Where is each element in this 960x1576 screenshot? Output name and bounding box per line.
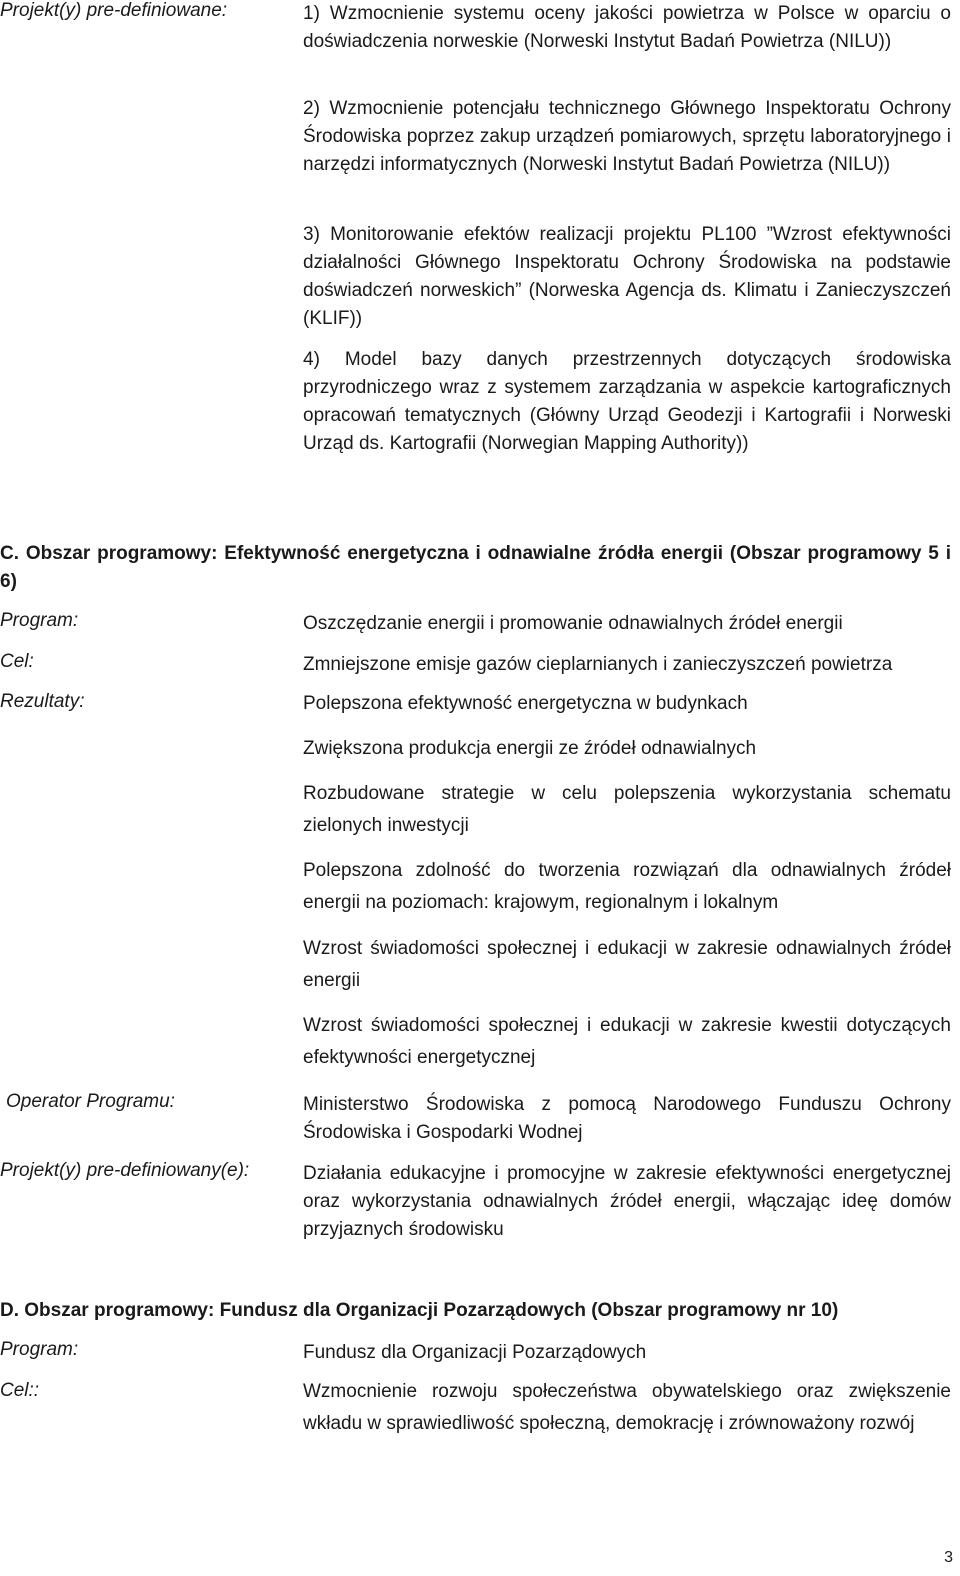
rezultat-5: Wzrost świadomości społecznej i edukacji w zakresie odnawialnych źródeł energii: [303, 938, 951, 991]
rezultat-6: Wzrost świadomości społecznej i edukacji w zakresie kwestii dotyczących efektywności energetycznej: [303, 1015, 951, 1068]
program-value: Oszczędzanie energii i promowanie odnawialnych źródeł energii: [303, 613, 843, 634]
cel-d-label: Cel::: [0, 1380, 40, 1401]
rezultaty-label: Rezultaty:: [0, 691, 85, 712]
cel-value: Zmniejszone emisje gazów cieplarnianych i zanieczyszczeń powietrza: [303, 654, 893, 675]
operator-value: Ministerstwo Środowiska z pomocą Narodowego Funduszu Ochrony Środowiska i Gospodarki Wodnej: [303, 1094, 951, 1143]
predefined-projects-label: Projekt(y) pre-definiowane:: [0, 0, 228, 21]
rezultat-1: Polepszona efektywność energetyczna w budynkach: [303, 693, 748, 714]
predefined-project-4: 4) Model bazy danych przestrzennych dotyczących środowiska przyrodniczego wraz z systemem zarządzania w aspekcie kartograficznych opracowań tematycznych (Główny Urząd Geodezji i Kartografii i Norweski Urząd ds. Kartografii (Norwegian Mapping Authority)): [303, 349, 951, 454]
predefined-project-1: 1) Wzmocnienie systemu oceny jakości powietrza w Polsce w oparciu o doświadczenia norweskie (Norweski Instytut Badań Powietrza (NILU)): [303, 3, 951, 52]
program-d-label: Program:: [0, 1339, 79, 1360]
rezultat-2: Zwiększona produkcja energii ze źródeł odnawialnych: [303, 738, 757, 759]
predefined-project-3: 3) Monitorowanie efektów realizacji projektu PL100 ”Wzrost efektywności działalności Głównego Inspektoratu Ochrony Środowiska na podstawie doświadczeń norweskich” (Norweska Agencja ds. Klimatu i Zanieczyszczeń (KLIF)): [303, 224, 951, 329]
predefined-project-c-value: Działania edukacyjne i promocyjne w zakresie efektywności energetycznej oraz wykorzystania odnawialnych źródeł energii, włączając ideę domów przyjaznych środowisku: [303, 1163, 951, 1240]
page-number: 3: [944, 1549, 953, 1566]
rezultat-3: Rozbudowane strategie w celu polepszenia wykorzystania schematu zielonych inwestycji: [303, 783, 951, 836]
operator-label: Operator Programu:: [6, 1091, 175, 1112]
section-d-heading: D. Obszar programowy: Fundusz dla Organizacji Pozarządowych (Obszar programowy nr 10): [0, 1300, 839, 1321]
program-d-value: Fundusz dla Organizacji Pozarządowych: [303, 1342, 647, 1363]
section-c-heading: C. Obszar programowy: Efektywność energetyczna i odnawialne źródła energii (Obszar programowy 5 i 6): [0, 543, 951, 592]
predefined-project-2: 2) Wzmocnienie potencjału technicznego Głównego Inspektoratu Ochrony Środowiska poprzez zakup urządzeń pomiarowych, sprzętu laboratoryjnego i narzędzi informatycznych (Norweski Instytut Badań Powietrza (NILU)): [303, 98, 951, 175]
cel-d-value: Wzmocnienie rozwoju społeczeństwa obywatelskiego oraz zwiększenie wkładu w sprawiedliwość społeczną, demokrację i zrównoważony rozwój: [303, 1381, 951, 1434]
rezultat-4: Polepszona zdolność do tworzenia rozwiązań dla odnawialnych źródeł energii na poziomach: krajowym, regionalnym i lokalnym: [303, 860, 951, 913]
cel-label: Cel:: [0, 651, 34, 672]
predefined-project-c-label: Projekt(y) pre-definiowany(e):: [0, 1160, 250, 1181]
program-label: Program:: [0, 610, 79, 631]
